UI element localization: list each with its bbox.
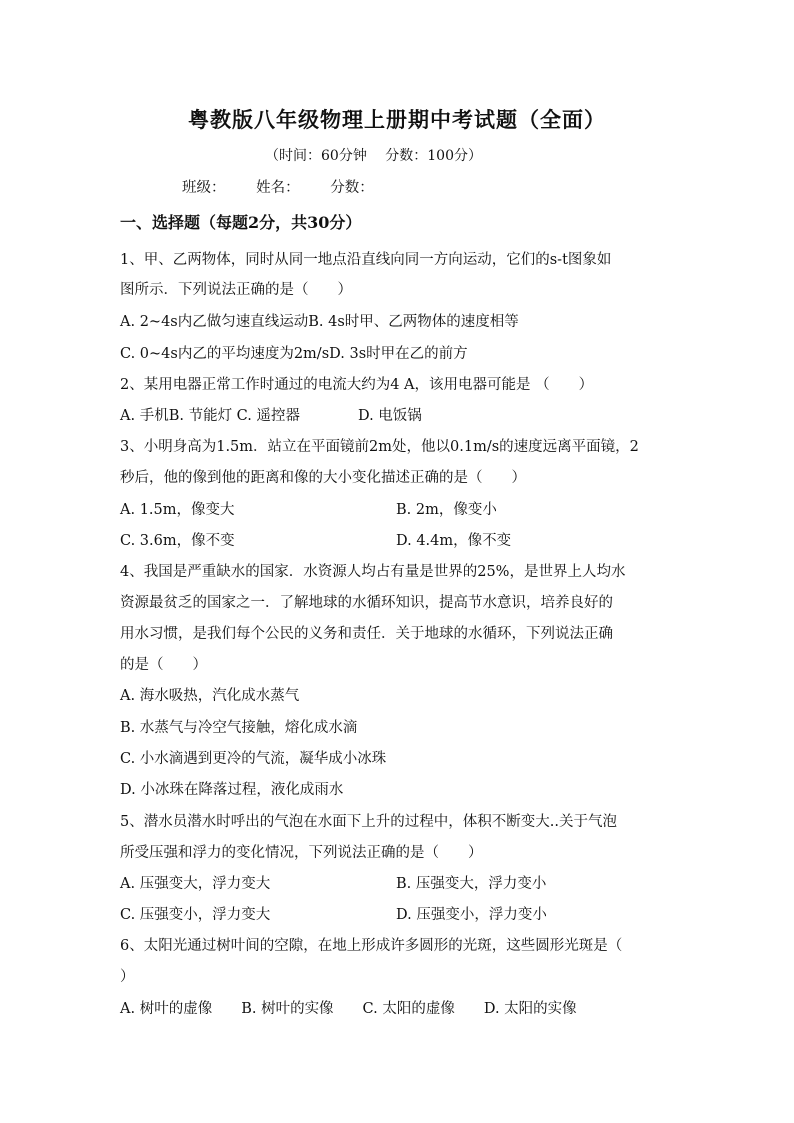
question-4-option-a: A. 海水吸热，汽化成水蒸气 <box>120 688 300 704</box>
exam-time-score: （时间：60分钟 分数：100分） <box>265 148 482 164</box>
question-4-text-cont-3: 的是（ ） <box>120 657 207 673</box>
question-2-text: 2、某用电器正常工作时通过的电流大约为4 A，该用电器可能是 （ ） <box>120 377 594 393</box>
question-1-text-cont: 图所示．下列说法正确的是（ ） <box>120 282 352 298</box>
question-6-text-cont: ） <box>120 969 135 985</box>
question-6-options: A. 树叶的虚像 B. 树叶的实像 C. 太阳的虚像 D. 太阳的实像 <box>120 1001 577 1017</box>
question-5-option-d: D. 压强变小，浮力变小 <box>396 907 547 923</box>
question-5-option-c: C. 压强变小，浮力变大 <box>120 907 271 923</box>
question-4-option-b: B. 水蒸气与冷空气接触，熔化成水滴 <box>120 720 358 736</box>
question-4-text-cont-1: 资源最贫乏的国家之一．了解地球的水循环知识，提高节水意识，培养良好的 <box>120 595 613 611</box>
question-3-text-cont: 秒后，他的像到他的距离和像的大小变化描述正确的是（ ） <box>120 470 526 486</box>
question-3-option-d: D. 4.4m，像不变 <box>396 533 512 549</box>
question-1-text: 1、甲、乙两物体，同时从同一地点沿直线向同一方向运动，它们的s-t图象如 <box>120 252 612 268</box>
question-1-options-ab: A. 2~4s内乙做匀速直线运动B. 4s时甲、乙两物体的速度相等 <box>120 314 519 330</box>
question-3-option-a: A. 1.5m，像变大 <box>120 502 235 518</box>
class-label: 班级： <box>182 180 226 196</box>
question-2-options: A. 手机B. 节能灯 C. 遥控器 D. 电饭锅 <box>120 408 422 424</box>
question-3-option-c: C. 3.6m，像不变 <box>120 533 235 549</box>
question-5-option-a: A. 压强变大，浮力变大 <box>120 876 271 892</box>
question-5-option-b: B. 压强变大，浮力变小 <box>396 876 547 892</box>
question-5-text: 5、潜水员潜水时呼出的气泡在水面下上升的过程中，体积不断变大..关于气泡 <box>120 814 617 830</box>
question-3-text: 3、小明身高为1.5m．站立在平面镜前2m处，他以0.1m/s的速度远离平面镜，2 <box>120 439 639 455</box>
section-heading: 一、选择题（每题2分，共30分） <box>120 213 362 232</box>
question-6-text: 6、太阳光通过树叶间的空隙，在地上形成许多圆形的光斑，这些圆形光斑是（ <box>120 938 623 954</box>
name-label: 姓名： <box>256 180 300 196</box>
question-4-option-d: D. 小冰珠在降落过程，液化成雨水 <box>120 782 344 798</box>
page-title: 粤教版八年级物理上册期中考试题（全面） <box>188 107 606 132</box>
question-5-text-cont: 所受压强和浮力的变化情况，下列说法正确的是（ ） <box>120 845 483 861</box>
question-4-text-cont-2: 用水习惯，是我们每个公民的义务和责任．关于地球的水循环，下列说法正确 <box>120 626 613 642</box>
student-info <box>182 176 374 197</box>
question-3-option-b: B. 2m，像变小 <box>396 502 497 518</box>
question-4-option-c: C. 小水滴遇到更冷的气流，凝华成小冰珠 <box>120 751 387 767</box>
score-label: 分数： <box>330 180 374 196</box>
question-4-text: 4、我国是严重缺水的国家．水资源人均占有量是世界的25%，是世界上人均水 <box>120 564 626 580</box>
question-1-options-cd: C. 0~4s内乙的平均速度为2m/sD. 3s时甲在乙的前方 <box>120 346 468 362</box>
